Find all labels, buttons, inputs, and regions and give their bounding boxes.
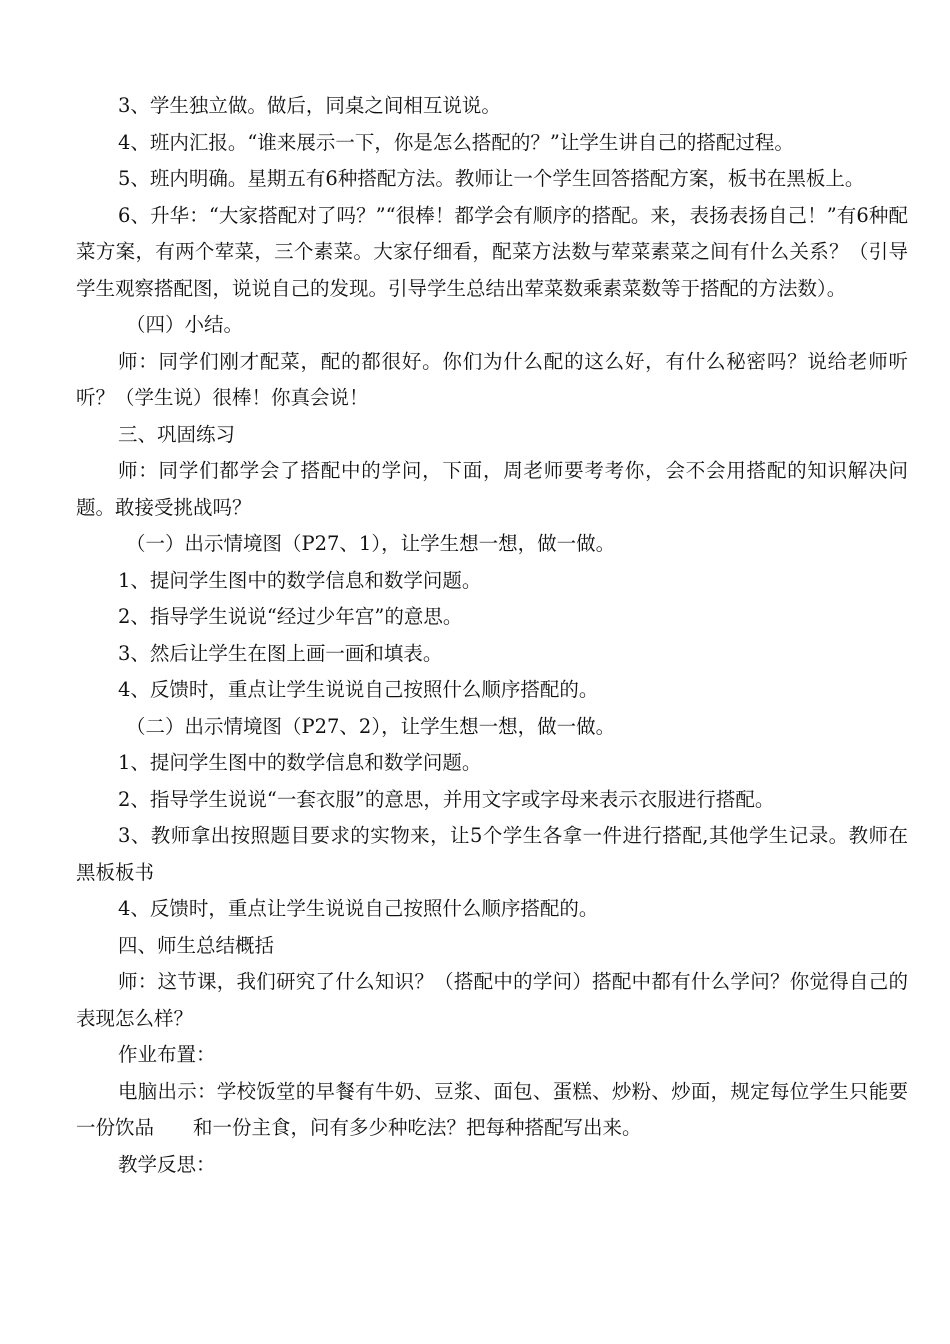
heading-exercise-1: （一）出示情境图（P27、1），让学生想一想，做一做。 <box>126 532 616 555</box>
paragraph-step-3: 3、学生独立做。做后，同桌之间相互说说。 <box>118 94 501 117</box>
paragraph-step-5: 5、班内明确。星期五有6种搭配方法。教师让一个学生回答搭配方案，板书在黑板上。 <box>118 167 865 190</box>
document-body <box>76 88 908 1183</box>
heading-conclusion: 四、师生总结概括 <box>118 933 275 957</box>
list-item: 2、指导学生说说“一套衣服”的意思，并用文字或字母来表示衣服进行搭配。 <box>118 787 775 811</box>
list-item: 1、提问学生图中的数学信息和数学问题。 <box>118 751 482 774</box>
paragraph-step-4: 4、班内汇报。“谁来展示一下，你是怎么搭配的？”让学生讲自己的搭配过程。 <box>118 130 794 154</box>
list-item: 3、教师拿出按照题目要求的实物来，让5个学生各拿一件进行搭配,其他学生记录。教师在黑板板书 <box>76 824 908 884</box>
heading-homework: 作业布置： <box>118 1043 216 1066</box>
list-item: 4、反馈时，重点让学生说说自己按照什么顺序搭配的。 <box>118 897 599 920</box>
paragraph-teacher-questions: 师：这节课，我们研究了什么知识？（搭配中的学问）搭配中都有什么学问？你觉得自己的表现怎么样？ <box>76 970 908 1030</box>
paragraph-step-6: 6、升华：“大家搭配对了吗？”“很棒！都学会有顺序的搭配。来，表扬表扬自己！”有6种配菜方案，有两个荤菜，三个素菜。大家仔细看，配菜方法数与荤菜素菜之间有什么关系？（引导学生观察搭配图，说说自己的发现。引导学生总结出荤菜数乘素菜数等于搭配的方法数）。 <box>76 203 908 300</box>
paragraph-teacher-challenge: 师：同学们都学会了搭配中的学问，下面，周老师要考考你，会不会用搭配的知识解决问题。敢接受挑战吗？ <box>76 459 908 519</box>
heading-summary: （四）小结。 <box>126 313 244 336</box>
heading-practice: 三、巩固练习 <box>118 422 236 446</box>
list-item: 2、指导学生说说“经过少年宫”的意思。 <box>118 605 463 628</box>
list-item: 4、反馈时，重点让学生说说自己按照什么顺序搭配的。 <box>118 678 599 701</box>
heading-exercise-2: （二）出示情境图（P27、2），让学生想一想，做一做。 <box>126 714 616 738</box>
list-item: 1、提问学生图中的数学信息和数学问题。 <box>118 568 482 592</box>
heading-reflection: 教学反思： <box>118 1152 216 1176</box>
paragraph-teacher-summary: 师：同学们刚才配菜，配的都很好。你们为什么配的这么好，有什么秘密吗？说给老师听听？（学生说）很棒！你真会说！ <box>76 349 908 409</box>
paragraph-homework-task: 电脑出示：学校饭堂的早餐有牛奶、豆浆、面包、蛋糕、炒粉、炒面，规定每位学生只能要一份饮品 和一份主食，问有多少种吃法？把每种搭配写出来。 <box>76 1079 908 1139</box>
list-item: 3、然后让学生在图上画一画和填表。 <box>118 641 443 665</box>
